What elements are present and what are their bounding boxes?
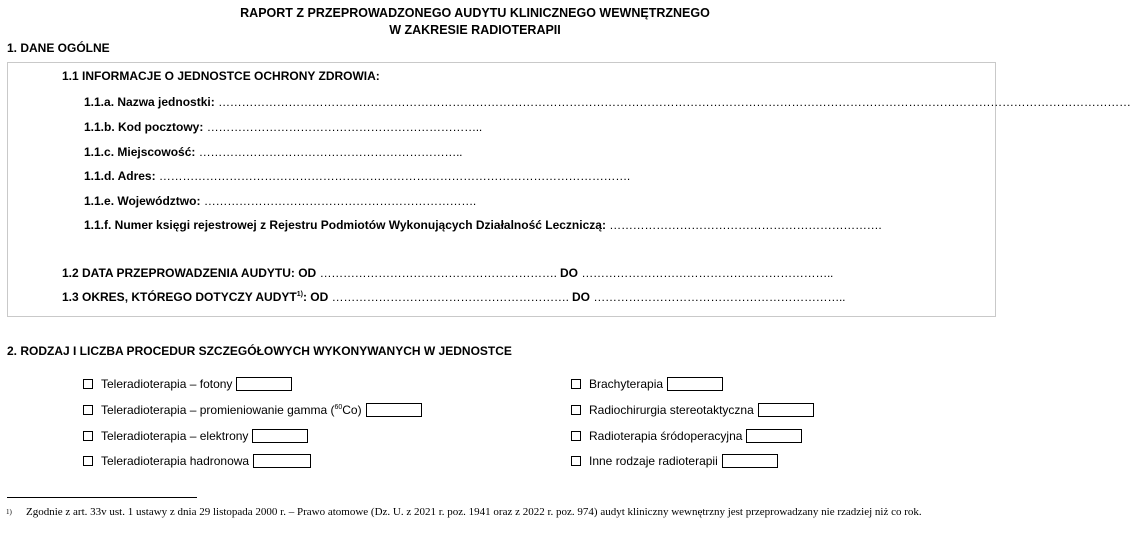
count-field-gamma[interactable] [366, 403, 422, 417]
count-field-photons[interactable] [236, 377, 292, 391]
checkbox-brachytherapy[interactable] [571, 379, 581, 389]
procedure-intraoperative-label: Radioterapia śródoperacyjna [589, 429, 743, 443]
checkbox-other[interactable] [571, 456, 581, 466]
section-1-heading: 1. DANE OGÓLNE [7, 41, 110, 55]
field-registry-number-blank[interactable]: ……………………………………………………………. [609, 218, 882, 232]
checkbox-photons[interactable] [83, 379, 93, 389]
audit-period-from-label: : OD [302, 290, 329, 304]
procedure-gamma [83, 403, 422, 417]
procedure-brachytherapy-label: Brachyterapia [589, 377, 664, 391]
procedure-gamma-label: Teleradioterapia – promieniowanie gamma ($^{60}$Co) [101, 403, 362, 417]
procedure-intraoperative [571, 429, 802, 443]
field-registry-number [84, 218, 881, 232]
checkbox-electrons[interactable] [83, 431, 93, 441]
audit-date-to-blank[interactable]: ……………………………………………………….. [581, 266, 834, 280]
procedure-other-label: Inne rodzaje radioterapii [589, 454, 718, 468]
procedure-photons-label: Teleradioterapia – fotony [101, 377, 233, 391]
field-unit-name-label: 1.1.a. Nazwa jednostki: [84, 95, 215, 109]
audit-period-label: 1.3 OKRES, KTÓREGO DOTYCZY AUDYT [62, 290, 297, 304]
field-unit-name-blank[interactable]: ……………………………………………………………………………………………………………………………………………………………………………………………………………… [218, 95, 1131, 109]
field-postal-code-label: 1.1.b. Kod pocztowy: [84, 120, 204, 134]
footnote-ref: 1) [296, 291, 303, 298]
procedure-hadron [83, 454, 311, 468]
footnote [6, 505, 956, 523]
checkbox-gamma[interactable] [83, 405, 93, 415]
field-address-label: 1.1.d. Adres: [84, 169, 156, 183]
footnote-mark: 1) [6, 508, 12, 516]
field-city-label: 1.1.c. Miejscowość: [84, 145, 196, 159]
footnote-text: Zgodnie z art. 33v ust. 1 ustawy z dnia 29 listopada 2000 r. – Prawo atomowe (Dz. U. z 2021 r. poz. 1941 oraz z 2022 r. poz. 974) audyt kliniczny wewnętrzny jest przeprowadzany nie rzadziej niż co rok. [26, 506, 922, 518]
count-field-hadron[interactable] [253, 454, 311, 468]
field-unit-name [84, 95, 1131, 109]
field-address [84, 169, 630, 183]
audit-date-label: 1.2 DATA PRZEPROWADZENIA AUDYTU: OD [62, 266, 317, 280]
checkbox-intraoperative[interactable] [571, 431, 581, 441]
document-title-line-2: W ZAKRESIE RADIOTERAPII [389, 23, 561, 37]
audit-date-from-blank[interactable]: ……………………………………………………. [319, 266, 557, 280]
procedure-electrons-label: Teleradioterapia – elektrony [101, 429, 249, 443]
procedure-electrons [83, 429, 308, 443]
procedure-hadron-label: Teleradioterapia hadronowa [101, 454, 250, 468]
procedure-other [571, 454, 778, 468]
audit-period-from-blank[interactable]: ……………………………………………………. [331, 290, 569, 304]
field-city-blank[interactable]: ………………………………………………………….. [198, 145, 463, 159]
field-voivodeship-label: 1.1.e. Województwo: [84, 194, 201, 208]
checkbox-hadron[interactable] [83, 456, 93, 466]
field-postal-code [84, 120, 482, 134]
procedure-radiosurgery-label: Radiochirurgia stereotaktyczna [589, 403, 754, 417]
field-voivodeship [84, 194, 476, 208]
subsection-1-3-audit-period [62, 290, 845, 304]
audit-date-to-label: DO [559, 266, 578, 280]
count-field-brachytherapy[interactable] [667, 377, 723, 391]
field-address-blank[interactable]: …………………………………………………………………………………………………………. [158, 169, 630, 183]
field-voivodeship-blank[interactable]: ……………………………………………………………. [203, 194, 476, 208]
subsection-1-2-audit-date [62, 266, 833, 280]
footnote-separator [7, 497, 197, 498]
count-field-intraoperative[interactable] [746, 429, 802, 443]
audit-period-to-label: DO [572, 290, 591, 304]
procedure-brachytherapy [571, 377, 723, 391]
count-field-radiosurgery[interactable] [758, 403, 814, 417]
checkbox-radiosurgery[interactable] [571, 405, 581, 415]
document-title-line-1: RAPORT Z PRZEPROWADZONEGO AUDYTU KLINICZNEGO WEWNĘTRZNEGO [240, 6, 710, 20]
procedure-photons [83, 377, 292, 391]
count-field-other[interactable] [722, 454, 778, 468]
count-field-electrons[interactable] [252, 429, 308, 443]
procedure-radiosurgery [571, 403, 814, 417]
field-city [84, 145, 462, 159]
audit-period-to-blank[interactable]: ……………………………………………………….. [593, 290, 846, 304]
section-2-heading: 2. RODZAJ I LICZBA PROCEDUR SZCZEGÓŁOWYCH WYKONYWANYCH W JEDNOSTCE [7, 344, 512, 358]
field-postal-code-blank[interactable]: …………………………………………………………….. [206, 120, 482, 134]
subsection-1-1-heading: 1.1 INFORMACJE O JEDNOSTCE OCHRONY ZDROWIA: [62, 69, 380, 83]
field-registry-number-label: 1.1.f. Numer księgi rejestrowej z Rejestru Podmiotów Wykonujących Działalność Leczniczą: [84, 218, 606, 232]
